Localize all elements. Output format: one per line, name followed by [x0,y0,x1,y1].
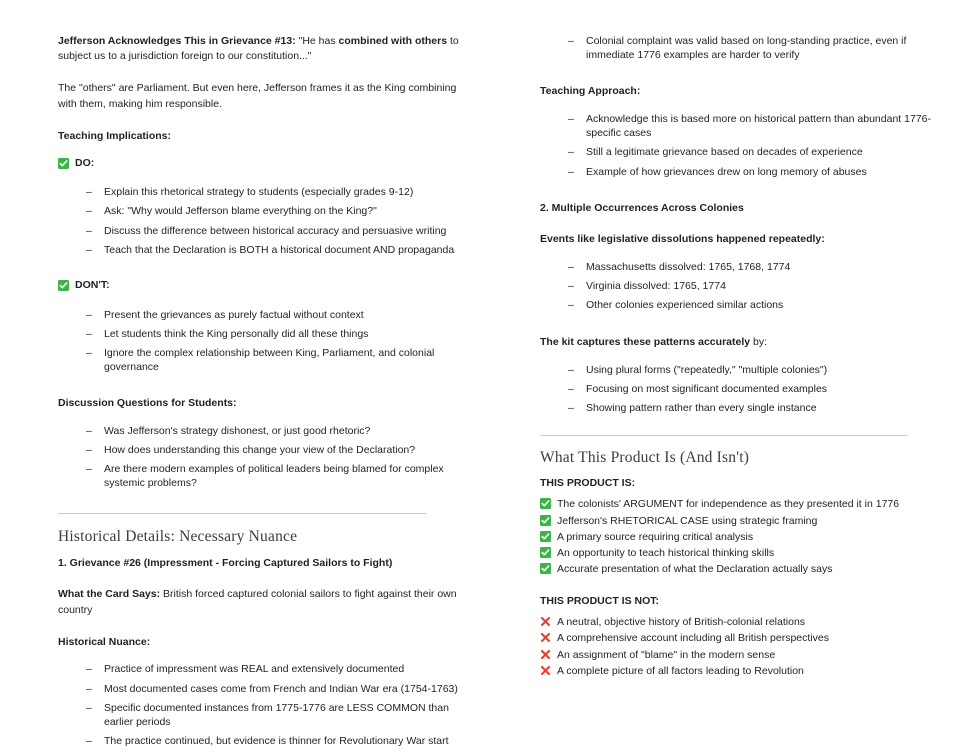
red-x-icon [540,632,551,643]
card-says-lead: What the Card Says: [58,588,161,601]
green-check-icon [540,563,551,574]
discussion-questions-heading: Discussion Questions for Students: [58,397,237,410]
list-item: – Focusing on most significant documented examples [568,382,950,396]
list-item [540,497,950,511]
colonial-complaint-list [540,34,950,62]
product-is-list [540,497,950,576]
list-item-label: The colonists' ARGUMENT for independence as they presented it in 1776 [557,498,900,511]
grievance-26-heading: 1. Grievance #26 (Impressment - Forcing Captured Sailors to Fight) [58,556,393,569]
list-item: – Colonial complaint was valid based on long-standing practice, even if immediate 1776 examples are harder to verify [568,34,950,62]
discussion-questions-list [58,424,468,491]
dont-label: DON'T: [75,278,110,291]
list-item-label: An assignment of "blame" in the modern sense [557,648,776,661]
grievance-13-quote-pre: "He has [295,35,339,47]
red-x-icon [540,616,551,627]
left-column [58,34,468,753]
list-item-label: Accurate presentation of what the Declaration actually says [557,563,833,576]
list-item: – Most documented cases come from French and Indian War era (1754-1763) [86,682,468,696]
list-item [540,562,950,576]
historical-nuance-list [58,662,468,748]
list-item [540,648,950,662]
list-item: – Massachusetts dissolved: 1765, 1768, 1774 [568,260,950,274]
teaching-approach-list [540,112,950,179]
list-item: – Practice of impressment was REAL and extensively documented [86,662,468,676]
list-item: – Present the grievances as purely factual without context [86,308,468,322]
list-item: – Ignore the complex relationship between King, Parliament, and colonial governance [86,346,468,374]
red-x-icon [540,665,551,676]
list-item-label: An opportunity to teach historical thinking skills [557,546,775,559]
list-item-label: A neutral, objective history of British-colonial relations [557,616,806,629]
list-item: – Explain this rhetorical strategy to students (especially grades 9-12) [86,185,468,199]
grievance-13-lead: Jefferson Acknowledges This in Grievance #13: [58,35,296,47]
product-is-not-heading: THIS PRODUCT IS NOT: [540,595,660,608]
list-item: – Using plural forms ("repeatedly," "multiple colonies") [568,363,950,377]
product-scope-title: What This Product Is (And Isn't) [540,449,750,467]
list-item: – Still a legitimate grievance based on decades of experience [568,145,950,159]
list-item: – Was Jefferson's strategy dishonest, or just good rhetoric? [86,424,468,438]
red-x-icon [540,649,551,660]
teaching-approach-heading: Teaching Approach: [540,85,641,98]
green-check-icon [58,280,69,291]
two-column-layout [0,34,959,753]
do-list [58,185,468,257]
card-says-paragraph [58,587,468,617]
grievance-13-quote-bold: combined with others [338,35,448,47]
list-item: – The practice continued, but evidence is thinner for Revolutionary War start [86,734,468,748]
list-item: – Let students think the King personally did all these things [86,327,468,341]
green-check-icon [540,515,551,526]
dont-callout [58,279,468,293]
do-callout [58,157,468,171]
right-column [540,34,950,680]
green-check-icon [540,531,551,542]
grievance-13-quote-post: to subject us to a jurisdiction foreign to our constitution..." [58,35,459,63]
green-check-icon [540,498,551,509]
list-item [540,530,950,544]
list-item: – Virginia dissolved: 1765, 1774 [568,279,950,293]
kit-captures-lead: The kit captures these patterns accurately [540,335,751,348]
historical-details-title: Historical Details: Necessary Nuance [58,527,298,545]
product-is-heading: THIS PRODUCT IS: [540,477,636,490]
kit-captures-paragraph [540,335,950,350]
list-item: – Discuss the difference between historical accuracy and persuasive writing [86,224,468,238]
list-item: – Acknowledge this is based more on historical pattern than abundant 1776-specific cases [568,112,950,140]
list-item-label: A complete picture of all factors leading to Revolution [557,664,804,677]
events-heading: Events like legislative dissolutions happened repeatedly: [540,233,825,246]
dont-list [58,308,468,375]
others-paragraph: The "others" are Parliament. But even here, Jefferson frames it as the King combining with them, making him responsible. [58,82,457,110]
list-item: – Other colonies experienced similar actions [568,298,950,312]
list-item [540,514,950,528]
list-item [540,615,950,629]
list-item: – Example of how grievances drew on long memory of abuses [568,165,950,179]
green-check-icon [540,547,551,558]
list-item: – How does understanding this change your view of the Declaration? [86,443,468,457]
section-divider [540,435,908,436]
grievance-13-intro [58,34,468,64]
list-item [540,546,950,560]
do-label: DO: [75,156,95,169]
list-item: – Ask: "Why would Jefferson blame everything on the King?" [86,204,468,218]
list-item-label: Jefferson's RHETORICAL CASE using strategic framing [557,514,818,527]
kit-captures-list [540,363,950,416]
product-is-not-list [540,615,950,678]
section-divider [58,513,426,514]
multiple-occurrences-heading: 2. Multiple Occurrences Across Colonies [540,201,744,214]
teaching-implications-heading: Teaching Implications: [58,129,171,142]
list-item-label: A comprehensive account including all British perspectives [557,632,829,645]
green-check-icon [58,158,69,169]
kit-captures-rest: by: [750,335,768,348]
list-item [540,664,950,678]
list-item: – Showing pattern rather than every single instance [568,401,950,415]
list-item: – Teach that the Declaration is BOTH a historical document AND propaganda [86,243,468,257]
events-list [540,260,950,313]
historical-nuance-heading: Historical Nuance: [58,635,151,648]
list-item-label: A primary source requiring critical analysis [557,530,754,543]
card-says-text: British forced captured colonial sailors to fight against their own country [58,588,457,616]
list-item [540,631,950,645]
list-item: – Are there modern examples of political leaders being blamed for complex systemic problems? [86,462,468,490]
list-item: – Specific documented instances from 1775-1776 are LESS COMMON than earlier periods [86,701,468,729]
